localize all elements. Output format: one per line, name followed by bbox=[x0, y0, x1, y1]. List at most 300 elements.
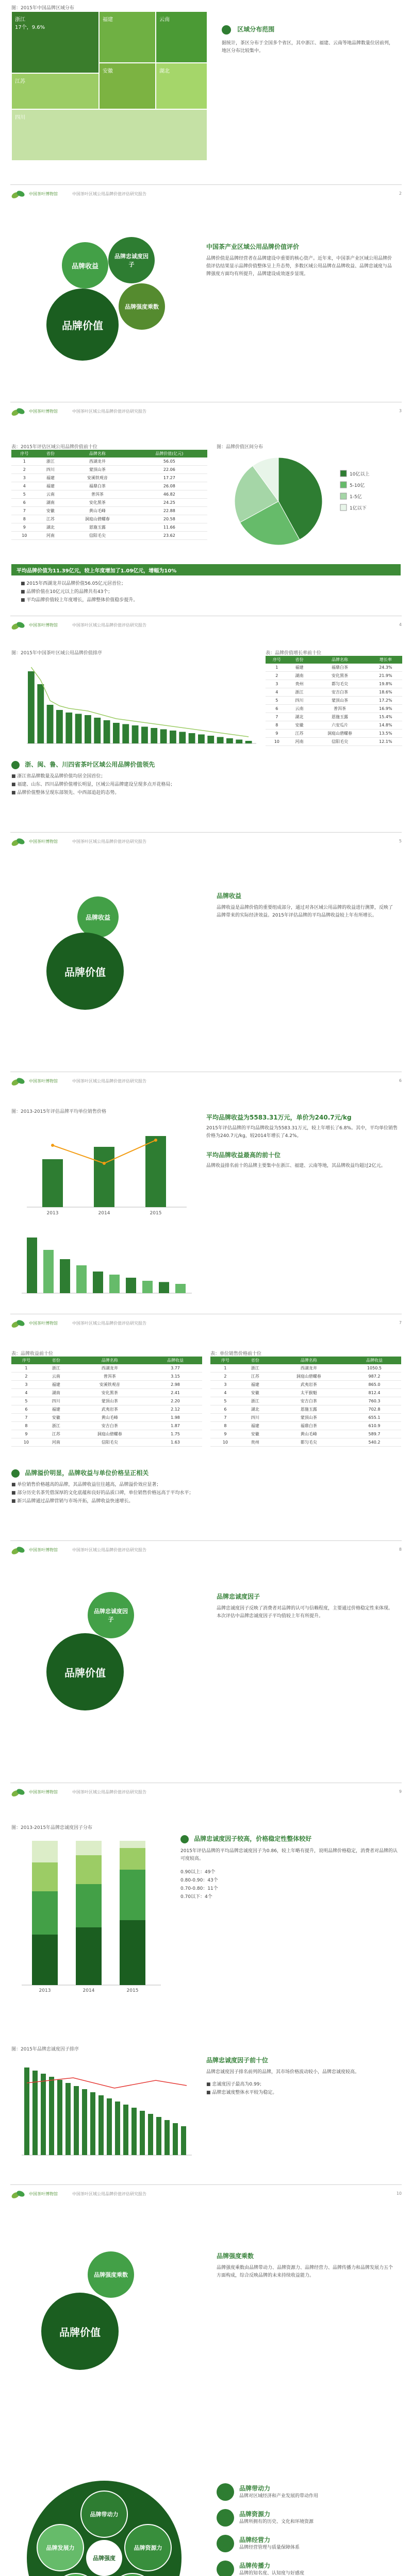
table-header-cell: 省份 bbox=[41, 1357, 71, 1364]
bar bbox=[27, 1238, 37, 1293]
table-cell: 987.2 bbox=[348, 1372, 401, 1381]
circle-strength: 品牌强度乘数 bbox=[88, 2251, 134, 2298]
table-row bbox=[266, 721, 402, 730]
strength-paragraph: 品牌强度乘数由品牌带动力、品牌资源力、品牌经营力、品牌传播力和品牌发展力五个方面构成，综合反映品牌的未来持续收益能力。 bbox=[217, 2265, 393, 2278]
leaf-icon bbox=[180, 1835, 189, 1843]
table-cell: 8 bbox=[11, 1422, 41, 1430]
page-footer bbox=[10, 616, 402, 636]
page-footer bbox=[10, 2184, 402, 2205]
table-cell: 四川 bbox=[41, 1397, 71, 1405]
bar bbox=[104, 720, 110, 743]
table-cell: 安徽 bbox=[288, 721, 311, 730]
table-header-cell: 品牌价值(亿元) bbox=[131, 450, 207, 457]
bar bbox=[90, 2092, 95, 2155]
table-cell: 5 bbox=[210, 1397, 240, 1405]
province-text bbox=[11, 760, 401, 797]
treemap-value: 17个，9.6% bbox=[15, 25, 45, 30]
table-header-cell: 省份 bbox=[288, 656, 311, 664]
table-cell: 湖南 bbox=[41, 1389, 71, 1397]
page-footer bbox=[10, 1072, 402, 1092]
bar bbox=[236, 740, 242, 744]
force-title: 品牌带动力 bbox=[239, 2485, 271, 2492]
page-number: 6 bbox=[399, 1078, 402, 1083]
bar bbox=[56, 710, 63, 743]
bar bbox=[140, 2111, 145, 2155]
table-cell: 16.9% bbox=[369, 705, 402, 713]
treemap-cell bbox=[156, 63, 207, 109]
table-cell: 恩施玉露 bbox=[63, 523, 131, 532]
footer-brand: 中国茶叶博物馆 bbox=[29, 1790, 58, 1794]
table-cell: 云南 bbox=[38, 490, 64, 499]
table-cell: 1 bbox=[11, 1364, 41, 1372]
province-heading: 浙、闽、鲁、川四省茶叶区域公用品牌价值领先 bbox=[25, 761, 155, 768]
page-number: 2 bbox=[399, 191, 402, 196]
table-cell: 江苏 bbox=[41, 1430, 71, 1438]
bar bbox=[141, 727, 148, 744]
brand-value-intro bbox=[0, 222, 412, 438]
ranking-chart-wrap bbox=[11, 649, 259, 756]
table-cell: 福建 bbox=[240, 1381, 270, 1389]
table-cell: 都匀毛尖 bbox=[310, 680, 369, 688]
footer-brand: 中国茶叶博物馆 bbox=[29, 623, 58, 628]
loyalty-ranking-chart bbox=[11, 2052, 197, 2165]
circle-strength: 品牌强度乘数 bbox=[119, 283, 165, 330]
treemap-cell bbox=[156, 11, 207, 63]
table-cell: 8 bbox=[266, 721, 288, 730]
bar bbox=[126, 1278, 136, 1293]
table-row bbox=[210, 1422, 401, 1430]
table-caption: 表：品牌收益前十位 bbox=[11, 1351, 54, 1357]
table-cell: 11.66 bbox=[131, 523, 207, 532]
bar bbox=[122, 724, 129, 744]
leaf-logo-icon bbox=[10, 1318, 26, 1330]
table-cell: 56.05 bbox=[131, 457, 207, 466]
table-cell: 3 bbox=[266, 680, 288, 688]
bar bbox=[107, 2098, 112, 2155]
table-cell: 14.8% bbox=[369, 721, 402, 730]
stack-segment bbox=[76, 1884, 102, 1927]
income-top-heading: 平均品牌收益最高的前十位 bbox=[206, 1151, 281, 1159]
force-desc: 品牌经营管理与质量保障体系 bbox=[239, 2545, 300, 2550]
table-cell: 1.63 bbox=[149, 1438, 202, 1447]
table-cell: 5 bbox=[266, 697, 288, 705]
force-label: 品牌发展力 bbox=[46, 2545, 75, 2551]
table-cell: 西湖龙井 bbox=[270, 1364, 348, 1372]
table-row bbox=[266, 697, 402, 705]
table-cell: 湖南 bbox=[288, 672, 311, 680]
table-cell: 4 bbox=[11, 1389, 41, 1397]
table-cell: 1 bbox=[266, 664, 288, 672]
loyalty-intro bbox=[0, 1577, 412, 1814]
bar bbox=[37, 684, 44, 743]
stack-segment bbox=[76, 1855, 102, 1884]
table-row bbox=[11, 466, 207, 474]
loyalty-ranking-section bbox=[0, 2045, 412, 2215]
loyalty-text bbox=[217, 1592, 397, 1620]
bar bbox=[132, 725, 139, 743]
table-cell: 3.77 bbox=[149, 1364, 202, 1372]
footer-note: 中国茶叶区域公用品牌价值评估研究报告 bbox=[72, 1790, 146, 1794]
bullet-item: ■ 忠诚度因子最高为0.99； bbox=[206, 2082, 265, 2087]
table-cell: 13.5% bbox=[369, 730, 402, 738]
bullet-item: ■ 平均品牌价值较上年度增长，品牌整体价值稳步提升。 bbox=[21, 598, 138, 603]
bar bbox=[159, 1282, 169, 1293]
intro-text bbox=[206, 242, 392, 278]
table-header-cell: 序号 bbox=[210, 1357, 240, 1364]
bar bbox=[60, 1259, 70, 1293]
bar bbox=[142, 1281, 153, 1293]
bar bbox=[82, 2089, 87, 2155]
bar bbox=[74, 2086, 79, 2155]
bar bbox=[47, 705, 54, 743]
table-cell: 信阳毛尖 bbox=[63, 532, 131, 540]
treemap-label: 福建 bbox=[103, 17, 113, 23]
leaf-icon bbox=[222, 25, 231, 35]
table-cell: 湖北 bbox=[240, 1405, 270, 1414]
table-cell: 589.7 bbox=[348, 1430, 401, 1438]
table-row bbox=[266, 680, 402, 688]
leaf-icon bbox=[217, 2535, 234, 2552]
table-cell: 760.3 bbox=[348, 1397, 401, 1405]
table-cell: 黄山毛峰 bbox=[270, 1430, 348, 1438]
table-cell: 6 bbox=[11, 1405, 41, 1414]
table-cell: 2.41 bbox=[149, 1389, 202, 1397]
table-row bbox=[266, 713, 402, 721]
stack-segment bbox=[120, 1841, 145, 1848]
table-row bbox=[210, 1372, 401, 1381]
footer-note: 中国茶叶区域公用品牌价值评估研究报告 bbox=[72, 192, 146, 196]
table-header-cell: 省份 bbox=[240, 1357, 270, 1364]
table-cell: 安徽 bbox=[240, 1389, 270, 1397]
table-header-cell: 省份 bbox=[38, 450, 64, 457]
loyalty-paragraph: 品牌忠诚度因子反映了消费者对品牌的认可与信赖程度，主要通过价格稳定性来体现。本次评估中品牌忠诚度因子平均值较上年有所提升。 bbox=[217, 1606, 393, 1619]
table-cell: 云南 bbox=[41, 1372, 71, 1381]
leaf-logo-icon bbox=[10, 189, 26, 200]
treemap-label: 四川 bbox=[15, 115, 25, 121]
force-title: 品牌传播力 bbox=[239, 2562, 271, 2569]
table-cell: 安化黑茶 bbox=[63, 499, 131, 507]
circle-brand-value: 品牌价值 bbox=[46, 933, 124, 1010]
loyalty-top-heading: 品牌忠诚度因子前十位 bbox=[206, 2057, 269, 2064]
table-row bbox=[210, 1389, 401, 1397]
table-cell: 17.27 bbox=[131, 474, 207, 482]
table-cell: 河南 bbox=[288, 738, 311, 746]
table-cell: 21.9% bbox=[369, 672, 402, 680]
loyalty-ranking-wrap bbox=[11, 2045, 197, 2167]
table-row bbox=[11, 1381, 202, 1389]
legend-label: 1亿以下 bbox=[350, 506, 367, 511]
page-footer bbox=[10, 832, 402, 853]
table-cell: 9 bbox=[11, 523, 38, 532]
table-row bbox=[11, 482, 207, 490]
bullet-item: ■ 福建、山东、四川品牌价值增长明显，区域公用品牌建设呈现多点开花格局； bbox=[11, 782, 175, 787]
tick-label: 2013 bbox=[46, 1211, 59, 1216]
table-cell: 安徽 bbox=[240, 1430, 270, 1438]
table-row bbox=[11, 507, 207, 515]
bullet-item: ■ 品牌忠诚度整体水平较为稳定。 bbox=[206, 2090, 277, 2095]
growth-table-wrap bbox=[266, 649, 402, 746]
income-title: 品牌收益 bbox=[217, 892, 242, 900]
table-header-cell: 品牌名称 bbox=[71, 1357, 149, 1364]
table-cell: 福鼎白茶 bbox=[310, 664, 369, 672]
table-cell: 蒙顶山茶 bbox=[310, 697, 369, 705]
table-row bbox=[11, 1414, 202, 1422]
tick-label: 2015 bbox=[126, 1988, 139, 1993]
bar bbox=[43, 1250, 54, 1293]
table-caption: 表：单位销售价格前十位 bbox=[210, 1351, 262, 1357]
table-cell: 四川 bbox=[38, 466, 64, 474]
table-cell: 浙江 bbox=[41, 1364, 71, 1372]
leaf-icon bbox=[11, 761, 20, 769]
bar bbox=[123, 2105, 128, 2155]
bar bbox=[148, 2114, 153, 2155]
treemap-cell bbox=[11, 109, 207, 161]
page-number: 4 bbox=[399, 622, 402, 627]
trend-line bbox=[31, 667, 249, 737]
bar bbox=[181, 2126, 186, 2155]
bar bbox=[170, 731, 176, 743]
table-cell: 610.9 bbox=[348, 1422, 401, 1430]
table-cell: 武夷岩茶 bbox=[270, 1381, 348, 1389]
intro-heading: 中国茶产业区域公用品牌价值评价 bbox=[206, 243, 300, 250]
table-cell: 4 bbox=[11, 482, 38, 490]
bullet-item: ■ 品牌价值整体呈现东部领先、中西部追赶的态势。 bbox=[11, 790, 120, 795]
bar bbox=[173, 2123, 178, 2155]
loyalty-top-paragraph: 品牌忠诚度因子排名前列的品牌，其市场价格波动较小，品牌忠诚度较高。 bbox=[206, 2070, 360, 2075]
table-row bbox=[266, 730, 402, 738]
page-number: 10 bbox=[396, 2191, 402, 2196]
bar bbox=[32, 2071, 38, 2155]
table-cell: 普洱茶 bbox=[63, 490, 131, 499]
table-cell: 江苏 bbox=[38, 515, 64, 523]
income-combo-chart bbox=[11, 1114, 197, 1217]
legend-label: 5-10亿 bbox=[350, 483, 365, 488]
table-cell: 1.87 bbox=[149, 1422, 202, 1430]
bar bbox=[98, 2095, 104, 2155]
table-cell: 9 bbox=[11, 1430, 41, 1438]
tick-label: 2013 bbox=[39, 1988, 51, 1993]
table-cell: 1.75 bbox=[149, 1430, 202, 1438]
stack-segment bbox=[120, 1920, 145, 1985]
premium-heading: 品牌溢价明显，品牌收益与单位价格呈正相关 bbox=[25, 1469, 149, 1477]
footer-note: 中国茶叶区域公用品牌价值评估研究报告 bbox=[72, 623, 146, 628]
table-row bbox=[11, 515, 207, 523]
table-cell: 黄山毛峰 bbox=[71, 1414, 149, 1422]
income-chart2-wrap bbox=[11, 1221, 197, 1300]
income-heading: 平均品牌收益为5583.31万元，单价为240.7元/kg bbox=[206, 1114, 352, 1121]
income-top-paragraph: 品牌收益排名前十的品牌主要集中在浙江、福建、云南等地，其品牌收益均超过2亿元。 bbox=[206, 1163, 386, 1168]
table-row bbox=[11, 532, 207, 540]
table-cell: 2.12 bbox=[149, 1405, 202, 1414]
leaf-logo-icon bbox=[10, 1545, 26, 1556]
loyalty-chart-wrap bbox=[11, 1824, 166, 1997]
table-row bbox=[11, 1438, 202, 1447]
table-cell: 普洱茶 bbox=[71, 1372, 149, 1381]
table-cell: 福建 bbox=[41, 1381, 71, 1389]
table-cell: 24.3% bbox=[369, 664, 402, 672]
income-chart-section bbox=[0, 1108, 412, 1345]
table-cell: 信阳毛尖 bbox=[310, 738, 369, 746]
bar bbox=[76, 1265, 87, 1293]
pie-caption: 图：品牌价值区间分布 bbox=[217, 445, 263, 450]
leaf-icon bbox=[11, 1469, 20, 1478]
income-table bbox=[11, 1357, 202, 1447]
table-cell: 安吉白茶 bbox=[270, 1397, 348, 1405]
table-cell: 7 bbox=[210, 1414, 240, 1422]
table-cell: 10 bbox=[266, 738, 288, 746]
income-intro bbox=[0, 876, 412, 1103]
top10-table bbox=[11, 450, 207, 540]
table-cell: 3 bbox=[210, 1381, 240, 1389]
bar bbox=[217, 737, 224, 744]
table-cell: 2.98 bbox=[149, 1381, 202, 1389]
table-cell: 7 bbox=[266, 713, 288, 721]
table-row bbox=[11, 1364, 202, 1372]
page-footer bbox=[10, 1540, 402, 1561]
force-label: 品牌资源力 bbox=[134, 2545, 162, 2551]
table-cell: 普洱茶 bbox=[310, 705, 369, 713]
list-item: 0.70以下：4个 bbox=[180, 1894, 212, 1900]
strength-forces-section bbox=[0, 2473, 412, 2576]
table-row bbox=[210, 1405, 401, 1414]
leaf-logo-icon bbox=[10, 837, 26, 848]
table-cell: 四川 bbox=[288, 697, 311, 705]
table-cell: 安化黑茶 bbox=[310, 672, 369, 680]
table-cell: 12.1% bbox=[369, 738, 402, 746]
treemap bbox=[11, 11, 207, 161]
table-cell: 安吉白茶 bbox=[71, 1422, 149, 1430]
leaf-logo-icon bbox=[10, 1076, 26, 1088]
footer-brand: 中国茶叶博物馆 bbox=[29, 192, 58, 196]
income-tables-section bbox=[0, 1350, 412, 1566]
five-forces-diagram bbox=[11, 2473, 207, 2576]
treemap-cell bbox=[11, 73, 99, 109]
leaf-icon bbox=[217, 2561, 234, 2576]
table-cell: 恩施玉露 bbox=[270, 1405, 348, 1414]
table-row bbox=[11, 1430, 202, 1438]
region-title: 区域分布范围 bbox=[222, 25, 397, 35]
region-text bbox=[222, 25, 397, 55]
circle-brand-value: 品牌价值 bbox=[41, 2293, 119, 2370]
bar bbox=[41, 2074, 46, 2155]
force-desc: 品牌对区域经济和产业发展的带动作用 bbox=[239, 2494, 319, 2499]
income-table-wrap bbox=[11, 1350, 202, 1447]
stack-segment bbox=[120, 1848, 145, 1870]
pie-chart bbox=[217, 450, 402, 553]
table-row bbox=[11, 1422, 202, 1430]
table-cell: 六安瓜片 bbox=[310, 721, 369, 730]
center-label: 品牌强度 bbox=[93, 2555, 116, 2562]
footer-brand: 中国茶叶博物馆 bbox=[29, 1548, 58, 1552]
five-forces-list bbox=[217, 2483, 400, 2576]
table-row bbox=[11, 1372, 202, 1381]
bar bbox=[164, 2120, 170, 2155]
tick-label: 2014 bbox=[83, 1988, 95, 1993]
table-cell: 西湖龙井 bbox=[63, 457, 131, 466]
income-analysis bbox=[206, 1113, 400, 1170]
treemap-caption: 图：2015年中国品牌区域分布 bbox=[11, 6, 74, 11]
treemap-cell bbox=[99, 63, 156, 109]
table-cell: 江苏 bbox=[288, 730, 311, 738]
footer-note: 中国茶叶区域公用品牌价值评估研究报告 bbox=[72, 1548, 146, 1552]
stack-segment bbox=[32, 1862, 58, 1891]
bar bbox=[28, 671, 35, 743]
table-cell: 8 bbox=[11, 515, 38, 523]
treemap-section bbox=[0, 4, 412, 215]
treemap-label: 安徽 bbox=[103, 69, 113, 74]
table-cell: 江苏 bbox=[240, 1372, 270, 1381]
page-footer bbox=[10, 402, 402, 422]
table-cell: 26.08 bbox=[131, 482, 207, 490]
table-cell: 22.06 bbox=[131, 466, 207, 474]
bar bbox=[189, 733, 195, 743]
page-number: 8 bbox=[399, 1547, 402, 1552]
table-cell: 19.8% bbox=[369, 680, 402, 688]
stack-segment bbox=[32, 1891, 58, 1935]
table-caption: 表：2015年评估区域公用品牌价值前十位 bbox=[11, 445, 97, 450]
table-cell: 湖北 bbox=[288, 713, 311, 721]
table-cell: 655.1 bbox=[348, 1414, 401, 1422]
footer-note: 中国茶叶区域公用品牌价值评估研究报告 bbox=[72, 839, 146, 844]
table-cell: 2 bbox=[11, 466, 38, 474]
table-cell: 1 bbox=[210, 1364, 240, 1372]
table-cell: 15.4% bbox=[369, 713, 402, 721]
income-paragraph: 品牌收益是品牌价值的重要组成部分，通过对各区域公用品牌的收益进行测算，反映了品牌带来的实际经济效益。2015年评估品牌的平均品牌收益较上年有所增长。 bbox=[217, 905, 393, 918]
table-cell: 9 bbox=[266, 730, 288, 738]
price-table-wrap bbox=[210, 1350, 401, 1447]
bar bbox=[160, 730, 167, 744]
force-label: 品牌带动力 bbox=[90, 2511, 119, 2518]
table-cell: 24.25 bbox=[131, 499, 207, 507]
table-cell: 安徽 bbox=[41, 1414, 71, 1422]
table-row bbox=[266, 664, 402, 672]
table-cell: 安溪铁观音 bbox=[71, 1381, 149, 1389]
top10-table-wrap bbox=[11, 443, 207, 540]
table-cell: 1.98 bbox=[149, 1414, 202, 1422]
table-cell: 6 bbox=[210, 1405, 240, 1414]
circle-brand-value: 品牌价值 bbox=[46, 1633, 124, 1710]
table-header-cell: 品牌名称 bbox=[270, 1357, 348, 1364]
table-cell: 7 bbox=[11, 1414, 41, 1422]
table-cell: 9 bbox=[210, 1430, 240, 1438]
treemap-cell bbox=[11, 11, 99, 73]
table-cell: 湖南 bbox=[38, 499, 64, 507]
table-cell: 浙江 bbox=[288, 688, 311, 697]
force-title: 品牌资源力 bbox=[239, 2511, 271, 2518]
list-item: 0.90以上：49个 bbox=[180, 1869, 216, 1875]
table-cell: 22.88 bbox=[131, 507, 207, 515]
intro-paragraph: 品牌价值是品牌经营者在品牌建设中重要的核心资产。近年来，中国茶产业区域公用品牌价值评估结果显示品牌价值整体呈上升态势，多数区域公用品牌在品牌收益、品牌忠诚度与品牌强度方面均有所提升，品牌建设成效逐步显现。 bbox=[206, 256, 392, 277]
value-top10-section bbox=[0, 443, 412, 644]
loyalty-analysis bbox=[180, 1834, 400, 1901]
strength-text bbox=[217, 2251, 397, 2280]
table-cell: 7 bbox=[11, 507, 38, 515]
legend-label: 10亿以上 bbox=[350, 472, 370, 477]
region-paragraph: 据统计，茶区分布于全国多个省区，其中浙江、福建、云南等地品牌数量位居前列，地区分布比较集中。 bbox=[222, 40, 394, 54]
bar bbox=[113, 723, 120, 743]
treemap-label: 浙江 bbox=[15, 17, 25, 23]
bullet-item: ■ 新兴品牌通过品牌营销与市场开拓，品牌收益快速增长。 bbox=[11, 1498, 134, 1504]
table-cell: 8 bbox=[210, 1422, 240, 1430]
bar bbox=[175, 1284, 186, 1293]
tick-label: 2015 bbox=[150, 1211, 162, 1216]
pie-wrap bbox=[217, 443, 402, 555]
bar bbox=[65, 2083, 71, 2155]
strength-title: 品牌强度乘数 bbox=[217, 2252, 254, 2260]
table-row bbox=[11, 474, 207, 482]
chart-caption: 图：2013-2015年品牌忠诚度因子分布 bbox=[11, 1825, 93, 1831]
bar bbox=[94, 718, 101, 743]
